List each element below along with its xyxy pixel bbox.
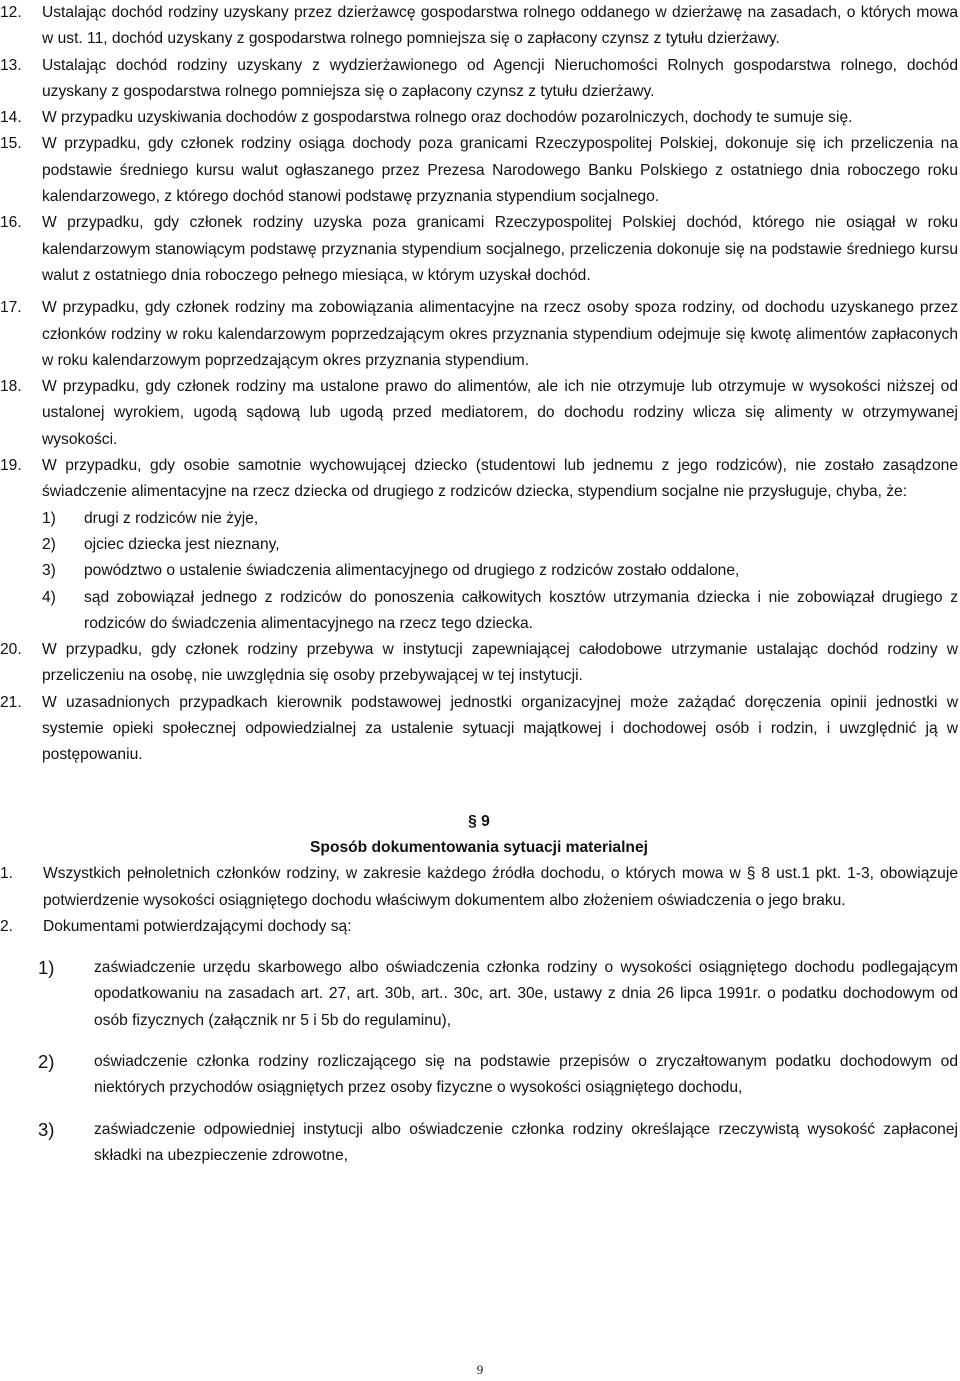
section-mark: § 9 bbox=[468, 812, 490, 830]
paragraph-15 bbox=[0, 131, 958, 210]
paragraph-text: Ustalając dochód rodziny uzyskany z wydzierżawionego od Agencji Nieruchomości Rolnych gospodarstwa rolnego, dochód uzyskany z gospodarstwa rolnego pomniejsza się o zapłacony czynsz z tytułu dzierżawy. bbox=[42, 56, 958, 100]
document-list-item bbox=[0, 955, 958, 1034]
document-list-item bbox=[0, 1117, 958, 1170]
list-item bbox=[42, 506, 958, 532]
paragraph-number: 13. bbox=[0, 56, 22, 74]
paragraph-number: 16. bbox=[0, 214, 22, 232]
paragraph-16 bbox=[0, 210, 958, 289]
paragraph-number: 20. bbox=[0, 641, 22, 659]
paragraph-number: 12. bbox=[0, 4, 22, 21]
paragraph-18 bbox=[0, 374, 958, 453]
list-item-text: zaświadczenie odpowiedniej instytucji albo oświadczenie członka rodziny określające rzeczywistą wysokość zapłaconej składki na ubezpieczenie zdrowotne, bbox=[94, 1120, 958, 1164]
paragraph-text: Ustalając dochód rodziny uzyskany przez dzierżawcę gospodarstwa rolnego oddanego w dzierżawę na zasadach, o których mowa w ust. 11, dochód uzyskany z gospodarstwa rolnego pomniejsza się o zapłacony czynsz z tytułu dzierżawy. bbox=[42, 4, 958, 48]
list-item-text: zaświadczenie urzędu skarbowego albo oświadczenia członka rodziny o wysokości osiągniętego dochodu podlegającym opodatkowaniu na zasadach art. 27, art. 30b, art.. 30c, art. 30e, ustawy z dnia 26 lipca 1991r. o podatku dochodowym od osób fizycznych (załącznik nr 5 i 5b do regulaminu), bbox=[94, 959, 958, 1029]
paragraph-text: Dokumentami potwierdzającymi dochody są: bbox=[43, 917, 352, 935]
section-paragraph-1 bbox=[0, 861, 958, 914]
list-item-text: powództwo o ustalenie świadczenia alimentacyjnego od drugiego z rodziców zostało oddalone, bbox=[84, 562, 740, 580]
list-item bbox=[42, 532, 958, 558]
list-item-number: 4) bbox=[42, 588, 56, 606]
paragraph-number: 21. bbox=[0, 693, 22, 711]
list-item-text: ojciec dziecka jest nieznany, bbox=[84, 535, 280, 553]
paragraph-text: Wszystkich pełnoletnich członków rodziny, w zakresie każdego źródła dochodu, o których mowa w § 8 ust.1 pkt. 1-3, obowiązuje potwierdzenie wysokości osiągniętego dochodu właściwym dokumentem albo złożeniem oświadczenia o jego braku. bbox=[43, 865, 958, 909]
list-item-text: sąd zobowiązał jednego z rodziców do ponoszenia całkowitych kosztów utrzymania dziecka i nie zobowiązał drugiego z rodziców do świadczenia alimentacyjnego na rzecz tego dziecka. bbox=[84, 588, 958, 632]
list-item-number: 1) bbox=[38, 957, 55, 979]
document-list-item bbox=[0, 1049, 958, 1102]
section-title: Sposób dokumentowania sytuacji materialnej bbox=[310, 838, 648, 856]
paragraph-number: 19. bbox=[0, 457, 22, 475]
paragraph-text: W przypadku, gdy członek rodziny uzyska poza granicami Rzeczypospolitej Polskiej dochód, którego nie osiągał w roku kalendarzowym stanowiącym podstawę przyznania stypendium socjalnego, przeliczenia dokonuje się na podstawie średniego kursu walut z ostatniego dnia roboczego pełnego miesiąca, w którym uzyskał dochód. bbox=[42, 214, 958, 284]
paragraph-13 bbox=[0, 53, 958, 106]
paragraph-12 bbox=[0, 0, 958, 53]
paragraph-19 bbox=[0, 453, 958, 637]
paragraph-21 bbox=[0, 690, 958, 769]
paragraph-text: W przypadku, gdy członek rodziny ma ustalone prawo do alimentów, ale ich nie otrzymuje lub otrzymuje w wysokości niższej od ustalonej wyrokiem, ugodą sądową lub ugodą przed mediatorem, do dochodu rodziny wlicza się alimenty w otrzymywanej wysokości. bbox=[42, 378, 958, 448]
list-item-number: 3) bbox=[38, 1118, 55, 1140]
list-item-number: 2) bbox=[38, 1050, 55, 1072]
list-item bbox=[42, 585, 958, 638]
paragraph-number: 15. bbox=[0, 135, 22, 153]
paragraph-number: 18. bbox=[0, 378, 22, 396]
paragraph-14 bbox=[0, 105, 958, 131]
paragraph-text: W uzasadnionych przypadkach kierownik podstawowej jednostki organizacyjnej może zażądać doręczenia opinii jednostki w systemie opieki społecznej odpowiedzialnej za ustalenie sytuacji majątkowej i dochodowej osób i rodzin, i uwzględnić ją w postępowaniu. bbox=[42, 693, 958, 764]
list-item bbox=[42, 558, 958, 584]
list-item-text: drugi z rodziców nie żyje, bbox=[84, 509, 259, 527]
paragraph-number: 2. bbox=[0, 917, 14, 935]
paragraph-text: W przypadku, gdy członek rodziny przebywa w instytucji zapewniającej całodobowe utrzymanie ustalając dochód rodziny w przeliczeniu na osobę, nie uwzględnia się osoby przebywającej w tej instytucji. bbox=[42, 641, 958, 685]
list-item-text: oświadczenie członka rodziny rozliczającego się na podstawie przepisów o zryczałtowanym podatku dochodowym od niektórych przychodów osiągniętych przez osoby fizyczne o wysokości osiągniętego dochodu, bbox=[94, 1052, 958, 1097]
paragraph-text: W przypadku, gdy osobie samotnie wychowującej dziecko (studentowi lub jednemu z jego rodziców), nie zostało zasądzone świadczenie alimentacyjne na rzecz dziecka od drugiego z rodziców dziecka, stypendium socjalne nie przysługuje, chyba, że: bbox=[42, 457, 958, 501]
page-number: 9 bbox=[476, 1362, 484, 1377]
paragraph-text: W przypadku, gdy członek rodziny ma zobowiązania alimentacyjne na rzecz osoby spoza rodziny, od dochodu uzyskanego przez członków rodziny w roku kalendarzowym poprzedzającym okres przyznania stypendium odejmuje się kwotę alimentów zapłaconych w roku kalendarzowym poprzedzającym okres przyznania stypendium. bbox=[42, 299, 958, 369]
paragraph-number: 17. bbox=[0, 299, 22, 317]
paragraph-17 bbox=[0, 295, 958, 374]
list-item-number: 1) bbox=[42, 509, 56, 527]
list-item-number: 3) bbox=[42, 562, 56, 580]
paragraph-20 bbox=[0, 637, 958, 690]
paragraph-number: 1. bbox=[0, 865, 14, 883]
paragraph-number: 14. bbox=[0, 109, 22, 127]
paragraph-text: W przypadku uzyskiwania dochodów z gospodarstwa rolnego oraz dochodów pozarolniczych, dochody te sumuje się. bbox=[42, 109, 853, 127]
section-paragraph-2 bbox=[0, 914, 958, 940]
paragraph-text: W przypadku, gdy członek rodziny osiąga dochody poza granicami Rzeczypospolitej Polskiej, dokonuje się ich przeliczenia na podstawie średniego kursu walut ogłaszanego przez Prezesa Narodowego Banku Polskiego z ostatniego dnia roboczego roku kalendarzowego, z którego dochód stanowi podstawę przyznania stypendium socjalnego. bbox=[42, 135, 958, 206]
list-item-number: 2) bbox=[42, 535, 56, 553]
